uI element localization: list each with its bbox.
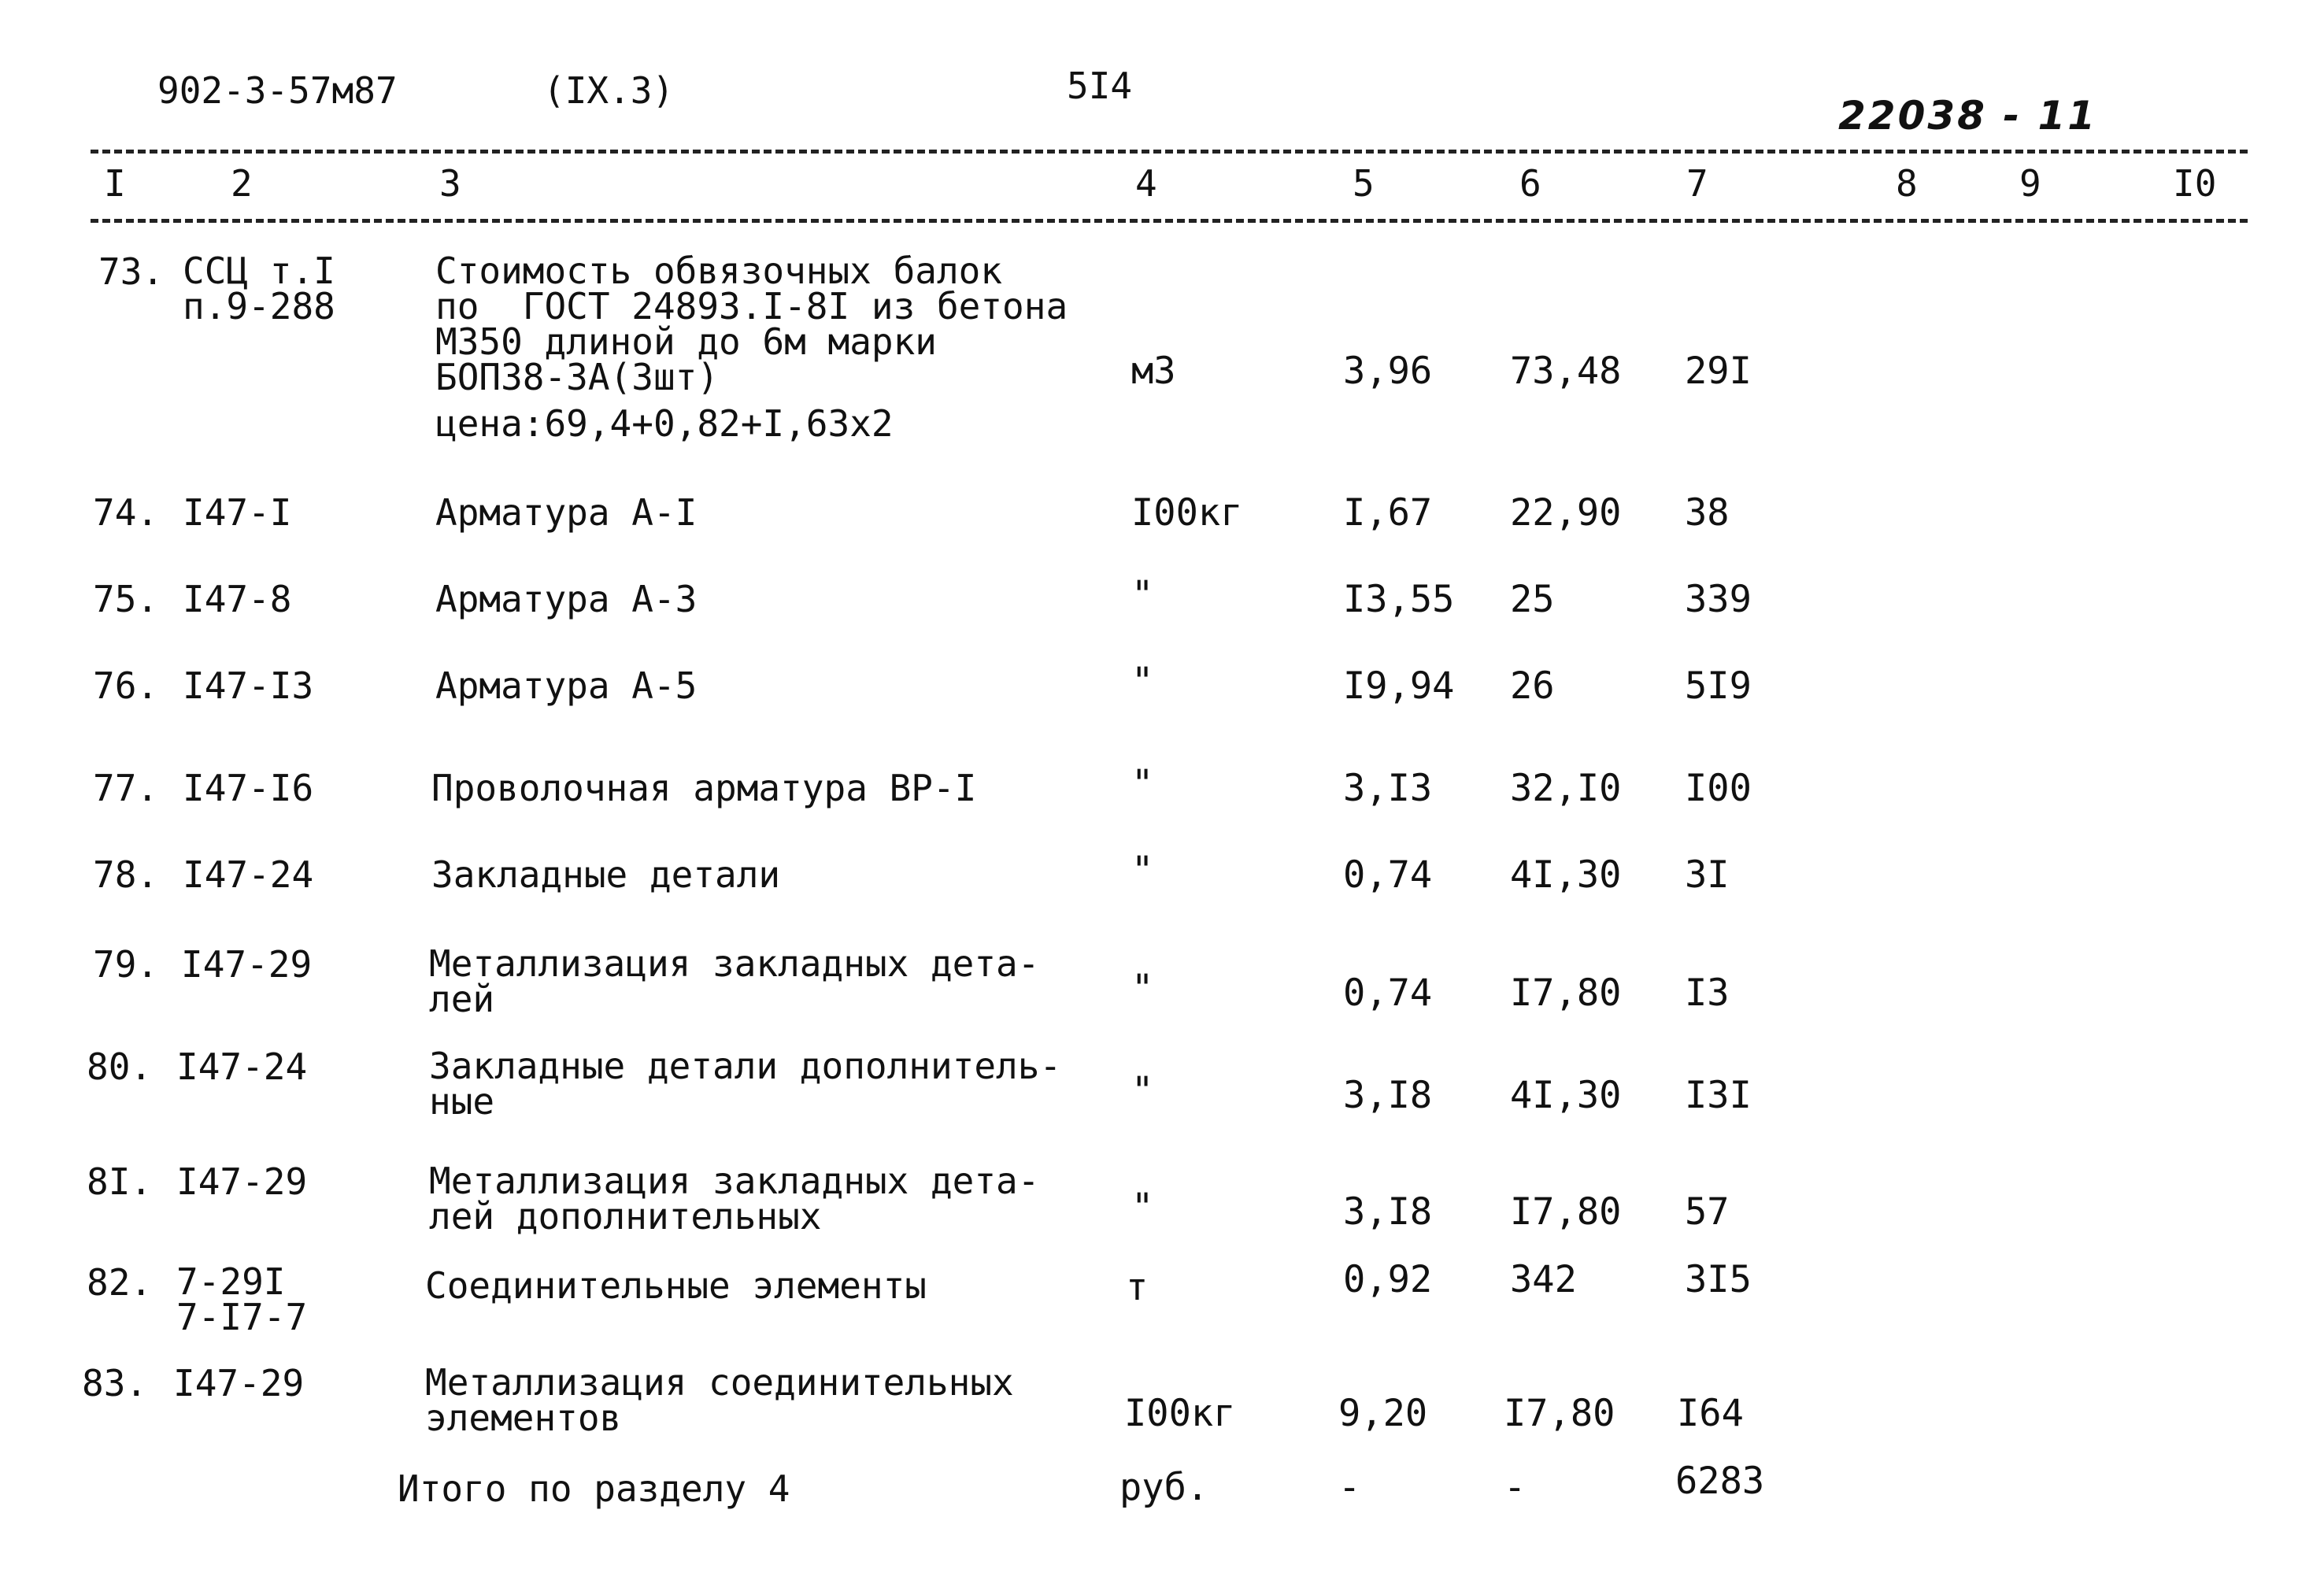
row-number: 83. <box>82 1362 148 1404</box>
row-unit: т <box>1126 1266 1149 1309</box>
row-number: 82. <box>87 1261 153 1304</box>
row-description: Проволочная арматура ВР-I <box>431 767 977 809</box>
row-unit: " <box>1131 762 1154 805</box>
row-unit: " <box>1131 967 1154 1010</box>
row-code: I47-I <box>183 491 292 534</box>
col-header-9: 9 <box>2019 162 2041 205</box>
row-description: Арматура А-3 <box>435 578 698 620</box>
col-header-10: I0 <box>2173 162 2217 205</box>
row-code: I47-24 <box>176 1045 308 1088</box>
row-unit: " <box>1131 660 1154 703</box>
row-quantity: 3,I3 <box>1343 767 1433 810</box>
row-number: 78. <box>93 853 159 896</box>
row-quantity: 3,96 <box>1343 350 1433 393</box>
col-header-6: 6 <box>1519 162 1541 205</box>
row-code: I47-8 <box>183 578 292 620</box>
row-description: Металлизация закладных дета- лей дополнительных <box>429 1160 1040 1238</box>
row-code: I47-29 <box>173 1362 305 1404</box>
row-unit: I00кг <box>1124 1392 1236 1435</box>
row-total: 38 <box>1685 491 1730 535</box>
row-quantity: 9,20 <box>1338 1392 1428 1435</box>
summary-price: - <box>1504 1466 1527 1509</box>
row-code: I47-29 <box>176 1160 308 1203</box>
row-total: I3I <box>1685 1074 1752 1117</box>
summary-label: Итого по разделу 4 <box>398 1467 790 1510</box>
row-number: 75. <box>93 578 159 620</box>
row-description: Соединительные элементы <box>425 1264 927 1307</box>
col-header-8: 8 <box>1896 162 1918 205</box>
row-total: 29I <box>1685 350 1752 393</box>
col-header-7: 7 <box>1686 162 1708 205</box>
row-total: I00 <box>1685 767 1752 810</box>
summary-total: 6283 <box>1675 1460 1765 1503</box>
header-bottom-rule <box>91 219 2248 223</box>
row-price: 22,90 <box>1510 491 1622 535</box>
row-description: Арматура А-I <box>435 491 698 534</box>
row-unit: " <box>1131 573 1154 616</box>
summary-quantity: - <box>1338 1466 1361 1509</box>
row-number: 77. <box>93 767 159 809</box>
row-description: Стоимость обвязочных балок по ГОСТ 24893.I-8I из бетона М350 длиной до 6м марки БОП38-3А(3шт) <box>435 250 1068 399</box>
row-number: 8I. <box>87 1160 153 1203</box>
row-price: 73,48 <box>1510 350 1622 393</box>
row-total: 339 <box>1685 578 1752 621</box>
row-quantity: 0,74 <box>1343 853 1433 897</box>
row-total: 5I9 <box>1685 664 1752 708</box>
row-total: 3I <box>1685 853 1730 897</box>
top-rule <box>91 150 2248 154</box>
row-total: I3 <box>1685 971 1730 1015</box>
row-unit: " <box>1131 849 1154 892</box>
row-code: I47-29 <box>181 943 313 986</box>
row-number: 80. <box>87 1045 153 1088</box>
row-price: 342 <box>1510 1258 1577 1301</box>
col-header-3: 3 <box>439 162 461 205</box>
row-number: 74. <box>93 491 159 534</box>
row-price: 25 <box>1510 578 1555 621</box>
row-description: Металлизация закладных дета- лей <box>429 942 1040 1021</box>
row-description: Металлизация соединительных элементов <box>425 1361 1014 1440</box>
row-total: 57 <box>1685 1190 1730 1234</box>
row-quantity: I3,55 <box>1343 578 1455 621</box>
row-code: ССЦ т.I п.9-288 <box>183 250 335 328</box>
row-unit: " <box>1131 1186 1154 1229</box>
row-total: I64 <box>1677 1392 1744 1435</box>
row-price: I7,80 <box>1510 971 1622 1015</box>
section-code: (IX.3) <box>543 69 675 112</box>
row-number: 79. <box>93 943 159 986</box>
row-description: Арматура А-5 <box>435 664 698 707</box>
row-code: I47-24 <box>183 853 314 896</box>
row-quantity: 3,I8 <box>1343 1074 1433 1117</box>
row-quantity: I9,94 <box>1343 664 1455 708</box>
row-number: 76. <box>93 664 159 707</box>
row-quantity: 0,74 <box>1343 971 1433 1015</box>
row-unit: I00кг <box>1131 491 1243 535</box>
row-unit: " <box>1131 1069 1154 1112</box>
row-description: Закладные детали <box>431 853 781 896</box>
col-header-1: I <box>104 162 126 205</box>
row-number: 73. <box>98 250 165 293</box>
col-header-5: 5 <box>1353 162 1375 205</box>
row-code: 7-29I 7-I7-7 <box>176 1260 308 1339</box>
row-price: I7,80 <box>1510 1190 1622 1234</box>
row-code: I47-I6 <box>183 767 314 809</box>
row-price: 26 <box>1510 664 1555 708</box>
row-price: 4I,30 <box>1510 853 1622 897</box>
row-quantity: 3,I8 <box>1343 1190 1433 1234</box>
row-description: Закладные детали дополнитель- ные <box>429 1045 1062 1123</box>
row-price-note: цена:69,4+0,82+I,63х2 <box>435 402 894 445</box>
col-header-4: 4 <box>1135 162 1157 205</box>
row-price: 32,I0 <box>1510 767 1622 810</box>
row-price: I7,80 <box>1504 1392 1615 1435</box>
row-total: 3I5 <box>1685 1258 1752 1301</box>
handwritten-number: 22038 - 11 <box>1838 93 2098 139</box>
row-code: I47-I3 <box>183 664 314 707</box>
row-unit: м3 <box>1131 350 1176 393</box>
document-code: 902-3-57м87 <box>157 69 398 112</box>
page-number: 5I4 <box>1067 65 1133 107</box>
summary-unit: руб. <box>1119 1466 1209 1509</box>
col-header-2: 2 <box>231 162 253 205</box>
row-quantity: 0,92 <box>1343 1258 1433 1301</box>
row-price: 4I,30 <box>1510 1074 1622 1117</box>
row-quantity: I,67 <box>1343 491 1433 535</box>
